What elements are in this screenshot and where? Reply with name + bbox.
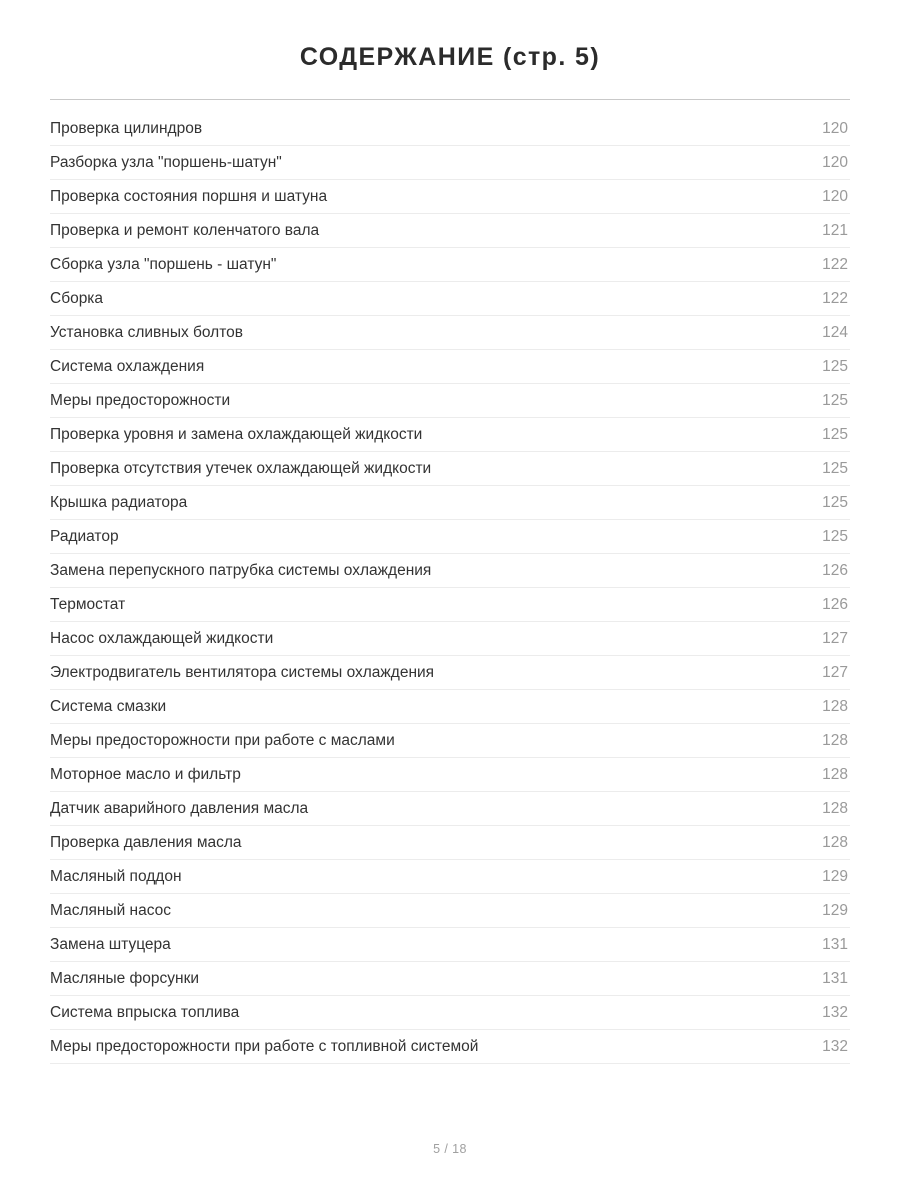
- toc-entry-page-number: 128: [822, 732, 848, 749]
- toc-entry-page-number: 125: [822, 528, 848, 545]
- toc-entry-page-number: 128: [822, 766, 848, 783]
- toc-entry-label: Проверка отсутствия утечек охлаждающей жидкости: [50, 460, 432, 477]
- toc-entry[interactable]: [50, 248, 850, 282]
- title-divider: [50, 99, 850, 100]
- toc-list: [50, 112, 850, 1064]
- toc-entry-page-number: 128: [822, 834, 848, 851]
- page-footer: 5 / 18: [433, 1142, 467, 1156]
- toc-entry-page-number: 121: [822, 222, 848, 239]
- toc-entry[interactable]: [50, 656, 850, 690]
- toc-entry[interactable]: [50, 112, 850, 146]
- toc-entry-page-number: 127: [822, 630, 848, 647]
- toc-entry-page-number: 122: [822, 290, 848, 307]
- toc-entry[interactable]: [50, 520, 850, 554]
- toc-entry-page-number: 132: [822, 1004, 848, 1021]
- toc-entry[interactable]: [50, 826, 850, 860]
- toc-entry-label: Масляный насос: [50, 902, 172, 919]
- toc-entry-label: Масляные форсунки: [50, 970, 200, 987]
- toc-entry[interactable]: [50, 724, 850, 758]
- toc-entry-label: Меры предосторожности при работе с маслами: [50, 732, 395, 749]
- toc-entry-label: Замена перепускного патрубка системы охлаждения: [50, 562, 432, 579]
- toc-entry-label: Моторное масло и фильтр: [50, 766, 241, 783]
- toc-entry-page-number: 125: [822, 426, 848, 443]
- toc-entry[interactable]: [50, 758, 850, 792]
- toc-entry-page-number: 125: [822, 358, 848, 375]
- toc-entry-page-number: 128: [822, 698, 848, 715]
- toc-entry[interactable]: [50, 214, 850, 248]
- toc-entry-page-number: 122: [822, 256, 848, 273]
- toc-entry-label: Датчик аварийного давления масла: [50, 800, 309, 817]
- toc-entry[interactable]: [50, 384, 850, 418]
- toc-entry-page-number: 125: [822, 494, 848, 511]
- toc-entry-label: Масляный поддон: [50, 868, 182, 885]
- toc-entry-page-number: 126: [822, 562, 848, 579]
- toc-entry[interactable]: [50, 282, 850, 316]
- toc-entry-page-number: 120: [822, 120, 848, 137]
- toc-entry-page-number: 126: [822, 596, 848, 613]
- toc-entry[interactable]: [50, 486, 850, 520]
- toc-entry[interactable]: [50, 928, 850, 962]
- toc-entry-page-number: 127: [822, 664, 848, 681]
- toc-entry[interactable]: [50, 962, 850, 996]
- toc-entry-page-number: 125: [822, 392, 848, 409]
- toc-entry[interactable]: [50, 1030, 850, 1064]
- toc-entry-label: Система охлаждения: [50, 358, 205, 375]
- toc-entry-label: Меры предосторожности: [50, 392, 231, 409]
- toc-entry-label: Установка сливных болтов: [50, 324, 243, 341]
- toc-entry-page-number: 131: [822, 970, 848, 987]
- toc-entry-label: Проверка и ремонт коленчатого вала: [50, 222, 320, 239]
- toc-entry[interactable]: [50, 350, 850, 384]
- toc-entry-page-number: 120: [822, 154, 848, 171]
- toc-entry-label: Электродвигатель вентилятора системы охлаждения: [50, 664, 435, 681]
- toc-entry-label: Радиатор: [50, 528, 119, 545]
- toc-entry-label: Проверка состояния поршня и шатуна: [50, 188, 328, 205]
- toc-entry-label: Насос охлаждающей жидкости: [50, 630, 274, 647]
- toc-entry[interactable]: [50, 588, 850, 622]
- toc-entry-label: Проверка давления масла: [50, 834, 242, 851]
- toc-entry[interactable]: [50, 316, 850, 350]
- toc-entry[interactable]: [50, 690, 850, 724]
- toc-entry-page-number: 132: [822, 1038, 848, 1055]
- toc-entry-page-number: 129: [822, 902, 848, 919]
- toc-entry[interactable]: [50, 180, 850, 214]
- toc-entry-page-number: 129: [822, 868, 848, 885]
- toc-entry[interactable]: [50, 452, 850, 486]
- toc-entry-page-number: 131: [822, 936, 848, 953]
- toc-entry-label: Сборка узла "поршень - шатун": [50, 256, 277, 273]
- toc-entry-label: Система впрыска топлива: [50, 1004, 240, 1021]
- toc-entry-label: Проверка уровня и замена охлаждающей жидкости: [50, 426, 423, 443]
- toc-entry-label: Замена штуцера: [50, 936, 171, 953]
- toc-entry[interactable]: [50, 622, 850, 656]
- toc-entry-label: Крышка радиатора: [50, 494, 188, 511]
- toc-entry[interactable]: [50, 894, 850, 928]
- toc-entry[interactable]: [50, 146, 850, 180]
- toc-entry-label: Сборка: [50, 290, 104, 307]
- toc-entry-label: Проверка цилиндров: [50, 120, 203, 137]
- toc-entry[interactable]: [50, 418, 850, 452]
- toc-entry[interactable]: [50, 792, 850, 826]
- toc-entry-page-number: 125: [822, 460, 848, 477]
- toc-entry-page-number: 124: [822, 324, 848, 341]
- page-title: СОДЕРЖАНИЕ (стр. 5): [299, 43, 601, 71]
- toc-entry-page-number: 120: [822, 188, 848, 205]
- toc-entry-label: Меры предосторожности при работе с топливной системой: [50, 1038, 479, 1055]
- toc-entry-label: Система смазки: [50, 698, 167, 715]
- toc-entry[interactable]: [50, 554, 850, 588]
- toc-entry-label: Термостат: [50, 596, 126, 613]
- toc-entry-page-number: 128: [822, 800, 848, 817]
- toc-entry[interactable]: [50, 860, 850, 894]
- toc-entry-label: Разборка узла "поршень-шатун": [50, 154, 282, 171]
- toc-entry[interactable]: [50, 996, 850, 1030]
